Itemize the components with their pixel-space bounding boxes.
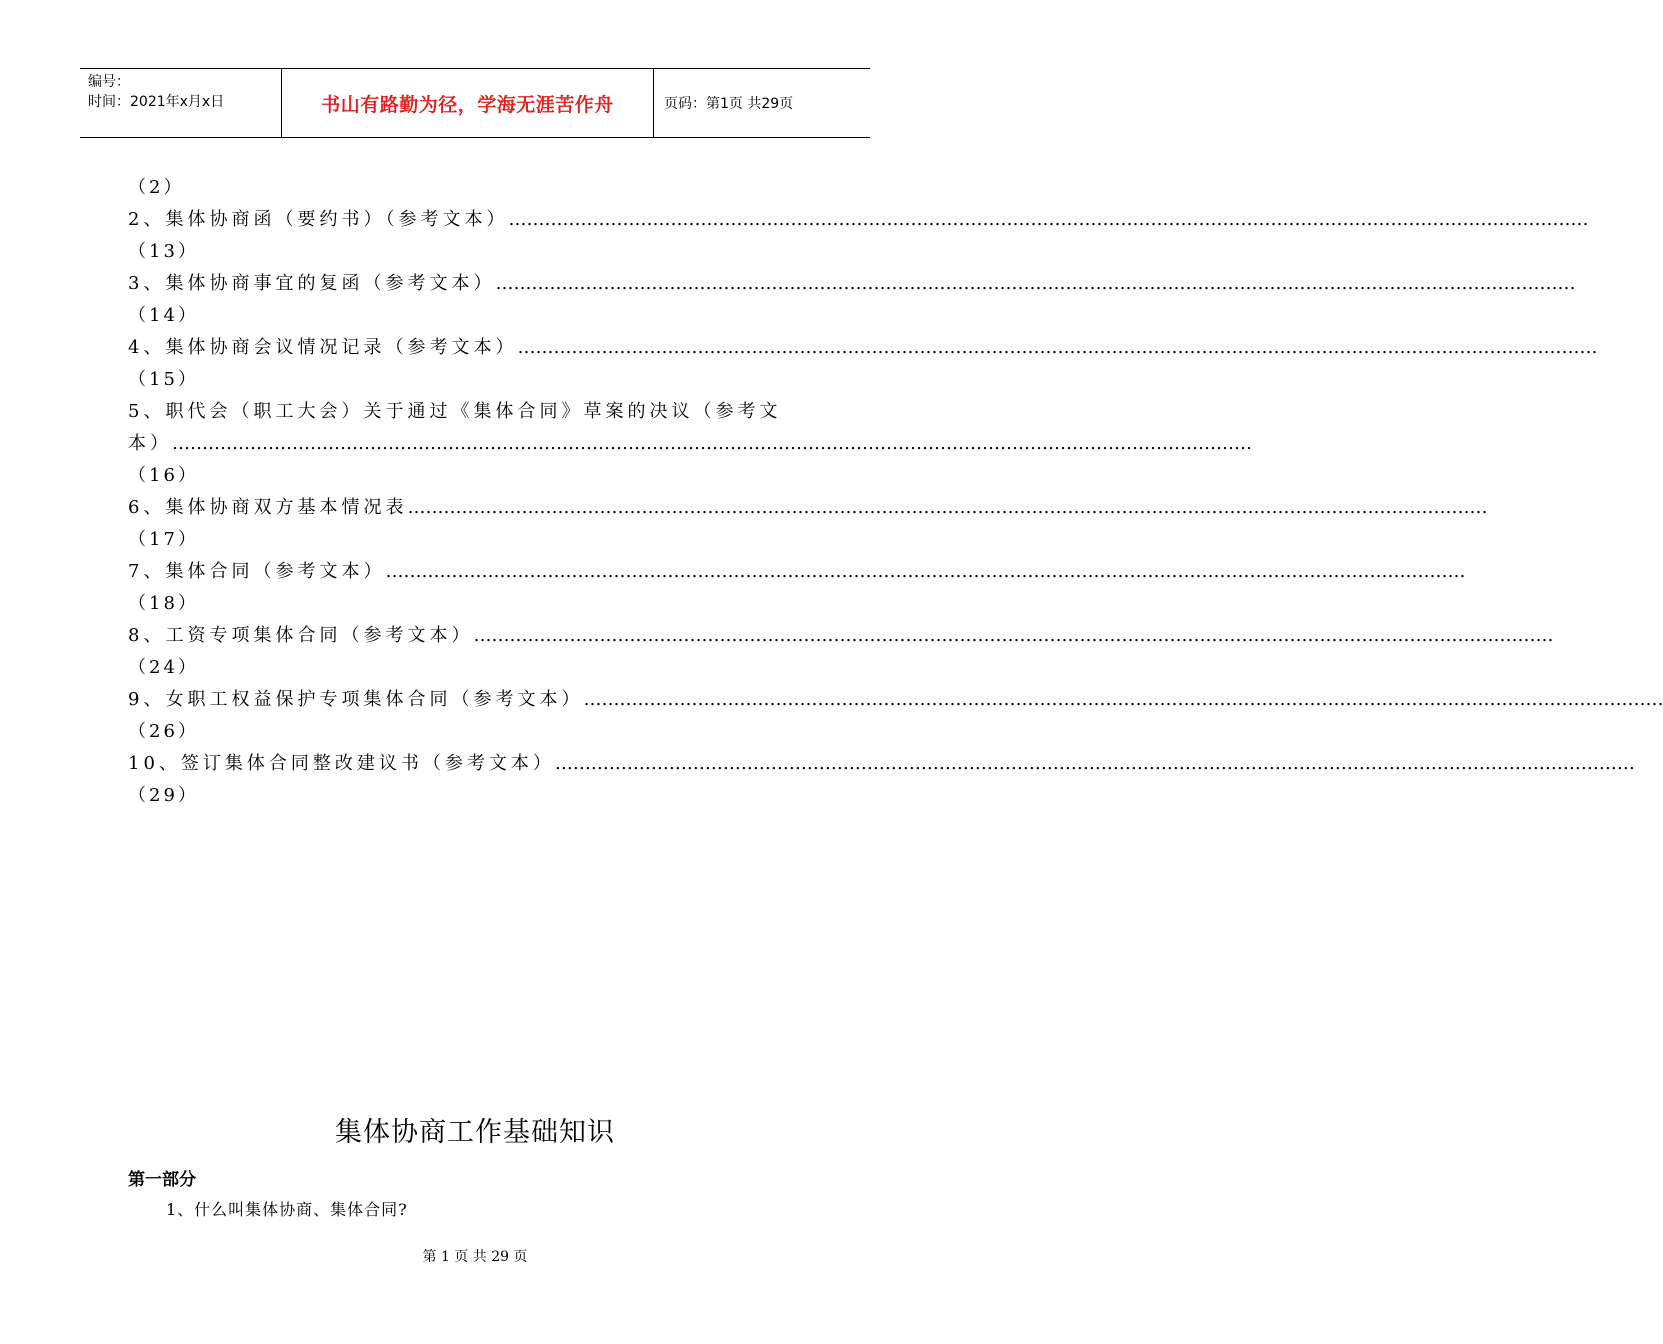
header-motto: 书山有路勤为径，学海无涯苦作舟: [281, 69, 654, 137]
toc-entry-text: 4、集体协商会议情况记录（参考文本）: [128, 337, 518, 358]
toc-entry-text: 本）: [128, 433, 172, 454]
toc-entry-text: 9、女职工权益保护专项集体合同（参考文本）: [128, 689, 584, 710]
toc-entry-text: 10、签订集体合同整改建议书（参考文本）: [128, 753, 555, 774]
toc-leader: ………………………………………………………………………………………………………………………………………………………………: [172, 433, 1252, 454]
toc-leader: ………………………………………………………………………………………………………………………………………………………………: [495, 273, 1576, 294]
toc-entry-text: 6、集体协商双方基本情况表: [128, 497, 408, 518]
toc-page-number: （26）: [128, 721, 199, 742]
toc-entry-3[interactable]: [128, 268, 1576, 300]
toc-leader: ………………………………………………………………………………………………………………………………………………………………: [407, 497, 1488, 518]
toc-entry-6[interactable]: [128, 492, 1488, 524]
toc-entry-2[interactable]: [128, 204, 1589, 236]
toc-entry-10[interactable]: [128, 748, 1635, 780]
toc-entry-5[interactable]: [128, 396, 824, 428]
header-meta: [80, 69, 281, 137]
toc-leader: ………………………………………………………………………………………………………………………………………………………………: [508, 209, 1589, 230]
toc-leader: ………………………………………………………………………………………………………………………………………………………………: [583, 689, 1663, 710]
toc-page-number: （17）: [128, 529, 199, 550]
toc-entry-4[interactable]: [128, 332, 1598, 364]
toc-page-number: （14）: [128, 305, 199, 326]
toc-leader: ………………………………………………………………………………………………………………………………………………………………: [517, 337, 1598, 358]
document-title: 集体协商工作基础知识: [335, 1117, 615, 1148]
toc-leader: ………………………………………………………………………………………………………………………………………………………………: [385, 561, 1466, 582]
header-page-info: 页码：第1页 共29页: [664, 96, 794, 112]
toc-entry-text: 8、工资专项集体合同（参考文本）: [128, 625, 474, 646]
toc-page-number: （13）: [128, 241, 199, 262]
toc-page-number: （15）: [128, 369, 199, 390]
table-of-contents: [128, 172, 1663, 812]
toc-entry-text: 7、集体合同（参考文本）: [128, 561, 386, 582]
date-label: 时间：2021年x月x日: [88, 94, 225, 110]
toc-entry-5-cont[interactable]: [128, 428, 1252, 460]
toc-leader: ………………………………………………………………………………………………………………………………………………………………: [473, 625, 1554, 646]
toc-page-number: （24）: [128, 657, 199, 678]
toc-leader: ………………………………………………………………………………………………………………………………………………………………: [554, 753, 1635, 774]
toc-entry-7[interactable]: [128, 556, 1466, 588]
toc-page-number: （29）: [128, 785, 199, 806]
page-header: [80, 68, 870, 138]
code-label: 编号：: [88, 74, 130, 90]
toc-entry-text: 3、集体协商事宜的复函（参考文本）: [128, 273, 496, 294]
question-heading: 1、什么叫集体协商、集体合同?: [166, 1200, 408, 1219]
toc-entry-8[interactable]: [128, 620, 1554, 652]
toc-page-number: （18）: [128, 593, 199, 614]
page-footer: 第 1 页 共 29 页: [422, 1249, 528, 1265]
toc-page-number: （16）: [128, 465, 199, 486]
toc-entry-9[interactable]: [128, 684, 1663, 716]
toc-page-number: （2）: [128, 177, 185, 198]
toc-entry-text: 5、职代会（职工大会）关于通过《集体合同》草案的决议（参考文: [128, 401, 782, 422]
toc-entry-text: 2、集体协商函（要约书）（参考文本）: [128, 209, 509, 230]
section-heading: 第一部分: [128, 1170, 196, 1190]
